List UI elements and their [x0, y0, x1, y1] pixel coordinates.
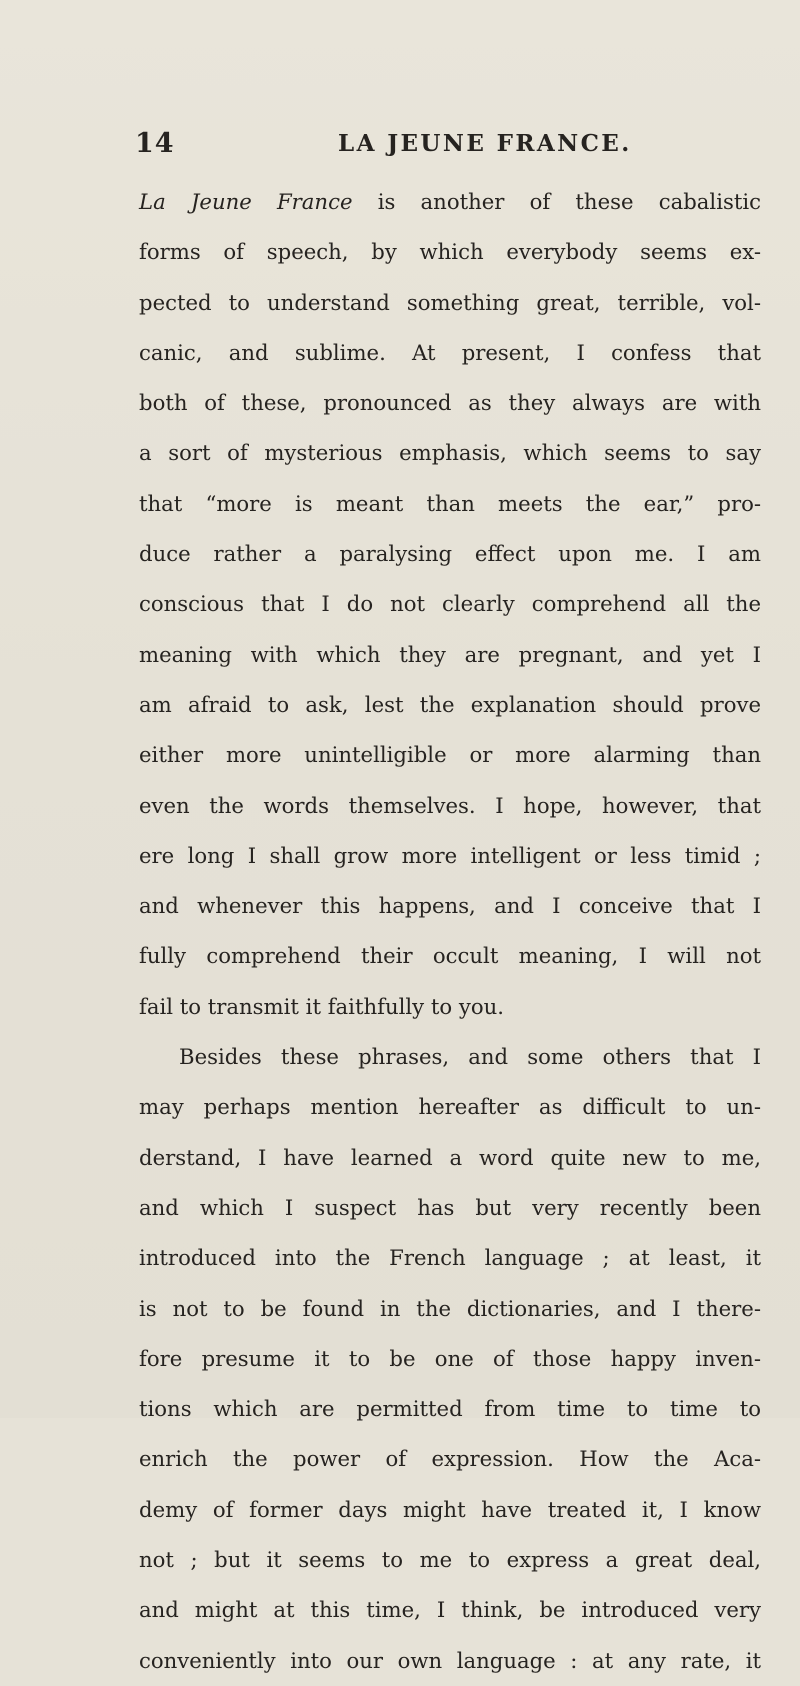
text-line: may perhaps mention hereafter as difficult to un-: [139, 1094, 761, 1120]
text-line: even the words themselves. I hope, however, that: [139, 792, 761, 818]
text-line: demy of former days might have treated it, I know: [139, 1496, 761, 1522]
text-line: fully comprehend their occult meaning, I will not: [139, 943, 761, 969]
text-line: not ; but it seems to me to express a great deal,: [139, 1547, 761, 1573]
text-line: canic, and sublime. At present, I confess that: [139, 339, 761, 365]
text-line-rest: is another of these cabalistic: [352, 189, 761, 214]
italic-title: La Jeune France: [139, 189, 353, 214]
text-line: that “more is meant than meets the ear,” pro-: [139, 490, 761, 516]
text-line: [139, 177, 761, 227]
text-line: meaning with which they are pregnant, and yet I: [139, 641, 761, 667]
text-line: duce rather a paralysing effect upon me. I am: [139, 541, 761, 567]
text-line: and whenever this happens, and I conceive that I: [139, 893, 761, 919]
text-line: enrich the power of expression. How the Aca-: [139, 1446, 761, 1472]
text-line: derstand, I have learned a word quite new to me,: [139, 1144, 761, 1170]
text-line: conscious that I do not clearly comprehend all the: [139, 591, 761, 617]
running-title: LA JEUNE FRANCE.: [338, 130, 632, 157]
body-text: [139, 177, 761, 1686]
text-line: introduced into the French language ; at least, it: [139, 1245, 761, 1271]
text-line: conveniently into our own language : at any rate, it: [139, 1647, 761, 1673]
text-line: is not to be found in the dictionaries, and I there-: [139, 1295, 761, 1321]
text-line: both of these, pronounced as they always are with: [139, 390, 761, 416]
text-line: and which I suspect has but very recently been: [139, 1194, 761, 1220]
text-line: tions which are permitted from time to time to: [139, 1396, 761, 1422]
running-head: [0, 128, 800, 172]
text-line: forms of speech, by which everybody seems ex-: [139, 239, 761, 265]
text-line: a sort of mysterious emphasis, which seems to say: [139, 440, 761, 466]
text-line: pected to understand something great, terrible, vol-: [139, 289, 761, 315]
text-line: ere long I shall grow more intelligent or less timid ;: [139, 842, 761, 868]
page-number: 14: [135, 128, 175, 159]
text-line: either more unintelligible or more alarming than: [139, 742, 761, 768]
text-line: and might at this time, I think, be introduced very: [139, 1597, 761, 1623]
text-line: fail to transmit it faithfully to you.: [139, 993, 504, 1019]
text-line: Besides these phrases, and some others that I: [179, 1044, 761, 1070]
text-line: fore presume it to be one of those happy inven-: [139, 1345, 761, 1371]
text-line: am afraid to ask, lest the explanation should prove: [139, 691, 761, 717]
